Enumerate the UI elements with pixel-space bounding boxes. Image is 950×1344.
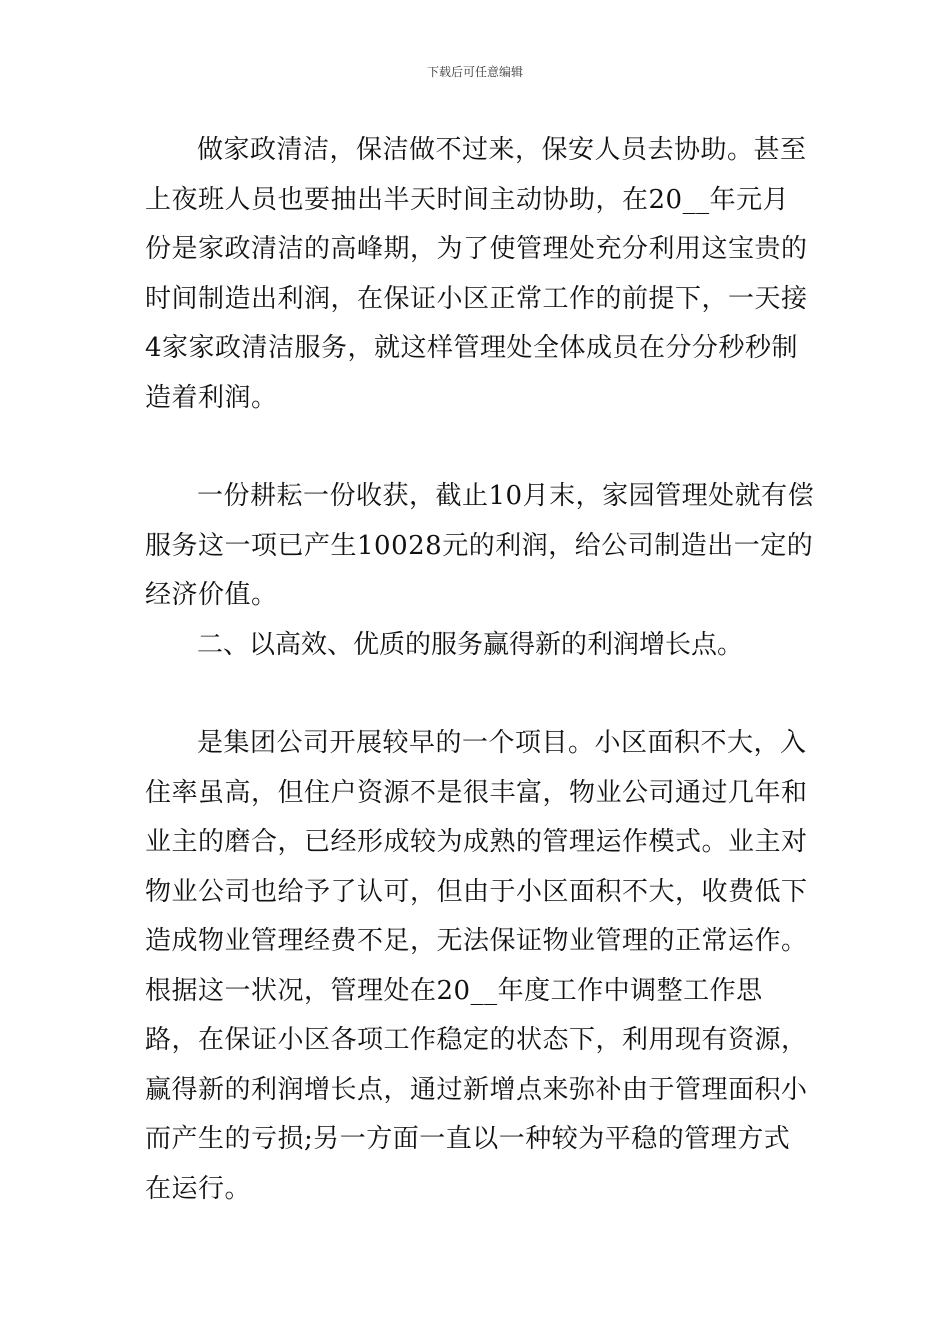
paragraph-housekeeping: 做家政清洁，保洁做不过来，保安人员去协助。甚至上夜班人员也要抽出半天时间主动协助，在20__年元月份是家政清洁的高峰期，为了使管理处充分利用这宝贵的时间制造出利润，在保证小区正常工作的前提下，一天接4家家政清洁服务，就这样管理处全体成员在分分秒秒制造着利润。	[145, 135, 808, 413]
page-header: 下载后可任意编辑	[426, 65, 523, 79]
paragraph-project: 是集团公司开展较早的一个项目。小区面积不大，入住率虽高，但住户资源不是很丰富，物业公司通过几年和业主的磨合，已经形成较为成熟的管理运作模式。业主对物业公司也给予了认可，但由于小区面积不大，收费低下造成物业管理经费不足，无法保证物业管理的正常运作。根据这一状况，管理处在20__年度工作中调整工作思路，在保证小区各项工作稳定的状态下，利用现有资源，赢得新的利润增长点，通过新增点来弥补由于管理面积小而产生的亏损;另一方面一直以一种较为平稳的管理方式在运行。	[145, 728, 808, 1204]
section-heading: 二、以高效、优质的服务赢得新的利润增长点。	[197, 629, 744, 660]
document-body	[145, 126, 815, 1214]
paragraph-harvest: 一份耕耘一份收获，截止10月末，家园管理处就有偿服务这一项已产生10028元的利润，给公司制造出一定的经济价值。	[145, 481, 815, 610]
